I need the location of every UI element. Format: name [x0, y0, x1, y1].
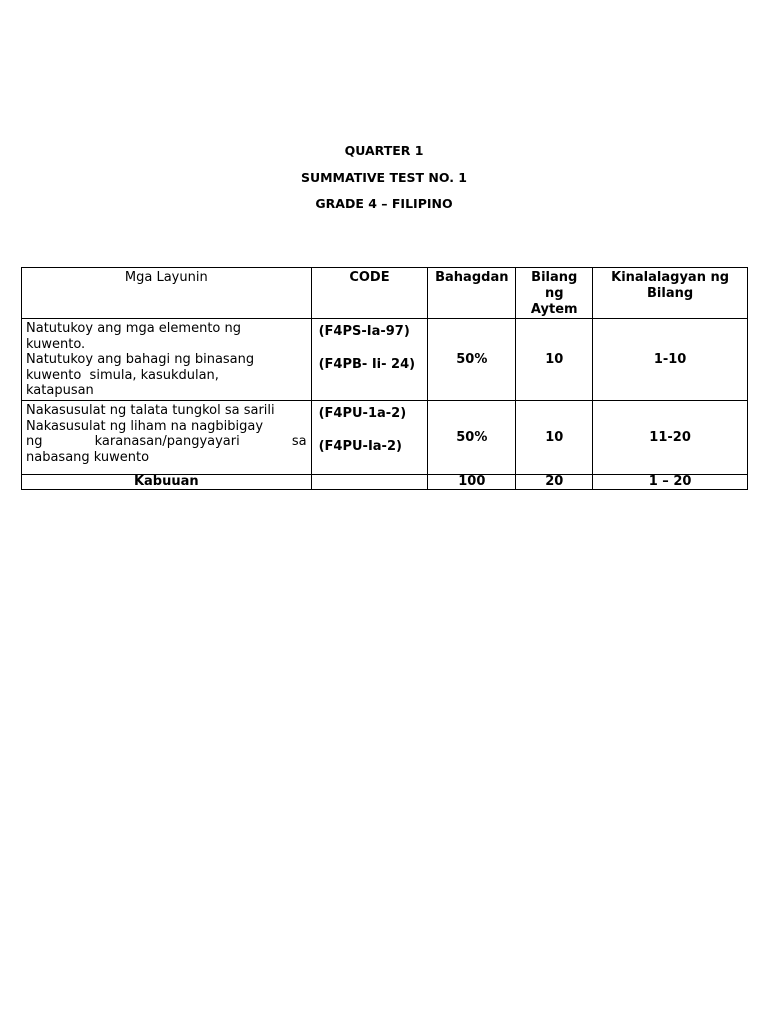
total-items: 20	[516, 475, 593, 490]
competency-code: (F4PU-Ia-2)	[318, 439, 402, 454]
grade-subject-title: GRADE 4 – FILIPINO	[315, 196, 453, 211]
items-cell: 10	[516, 401, 593, 475]
placement-cell: 11-20	[593, 401, 748, 475]
objective-line: katapusan	[26, 383, 94, 398]
header-code: CODE	[311, 268, 428, 319]
objective-line: kuwento simula, kasukdulan,	[26, 367, 219, 383]
header-kinalalagyan: Kinalalagyan ng Bilang	[593, 268, 748, 319]
competency-code: (F4PB- Ii- 24)	[318, 357, 416, 372]
test-title: SUMMATIVE TEST NO. 1	[300, 169, 468, 185]
objective-cell	[22, 319, 312, 401]
table-header-row	[22, 268, 748, 319]
competency-code: (F4PU-1a-2)	[318, 406, 407, 421]
objective-line: Natutukoy ang mga elemento ng	[26, 321, 241, 336]
percent-cell: 50%	[428, 401, 516, 475]
objective-line: ng karanasan/pangyayari sa	[26, 434, 307, 449]
objective-line: Natutukoy ang bahagi ng binasang	[26, 352, 255, 367]
code-cell	[311, 401, 428, 475]
competency-code: (F4PS-Ia-97)	[318, 324, 410, 339]
total-placement: 1 – 20	[593, 475, 748, 490]
items-cell: 10	[516, 319, 593, 401]
code-cell	[311, 319, 428, 401]
header-bahagdan: Bahagdan	[428, 268, 516, 319]
total-row	[22, 475, 748, 490]
document-header	[0, 142, 768, 222]
quarter-title: QUARTER 1	[344, 143, 424, 158]
table-of-specifications	[21, 267, 748, 490]
objective-line: Nakasusulat ng talata tungkol sa sarili	[26, 403, 275, 418]
objective-line: kuwento.	[26, 336, 86, 352]
table-row	[22, 401, 748, 475]
header-mga-layunin: Mga Layunin	[22, 268, 312, 319]
objective-line: Nakasusulat ng liham na nagbibigay	[26, 418, 264, 434]
table-row	[22, 319, 748, 401]
header-bilang-ng-aytem: Bilang ng Aytem	[516, 268, 593, 319]
total-percent: 100	[428, 475, 516, 490]
objective-line: nabasang kuwento	[26, 449, 150, 465]
total-label: Kabuuan	[22, 475, 312, 490]
placement-cell: 1-10	[593, 319, 748, 401]
objective-cell	[22, 401, 312, 475]
total-code-cell	[311, 475, 428, 490]
percent-cell: 50%	[428, 319, 516, 401]
